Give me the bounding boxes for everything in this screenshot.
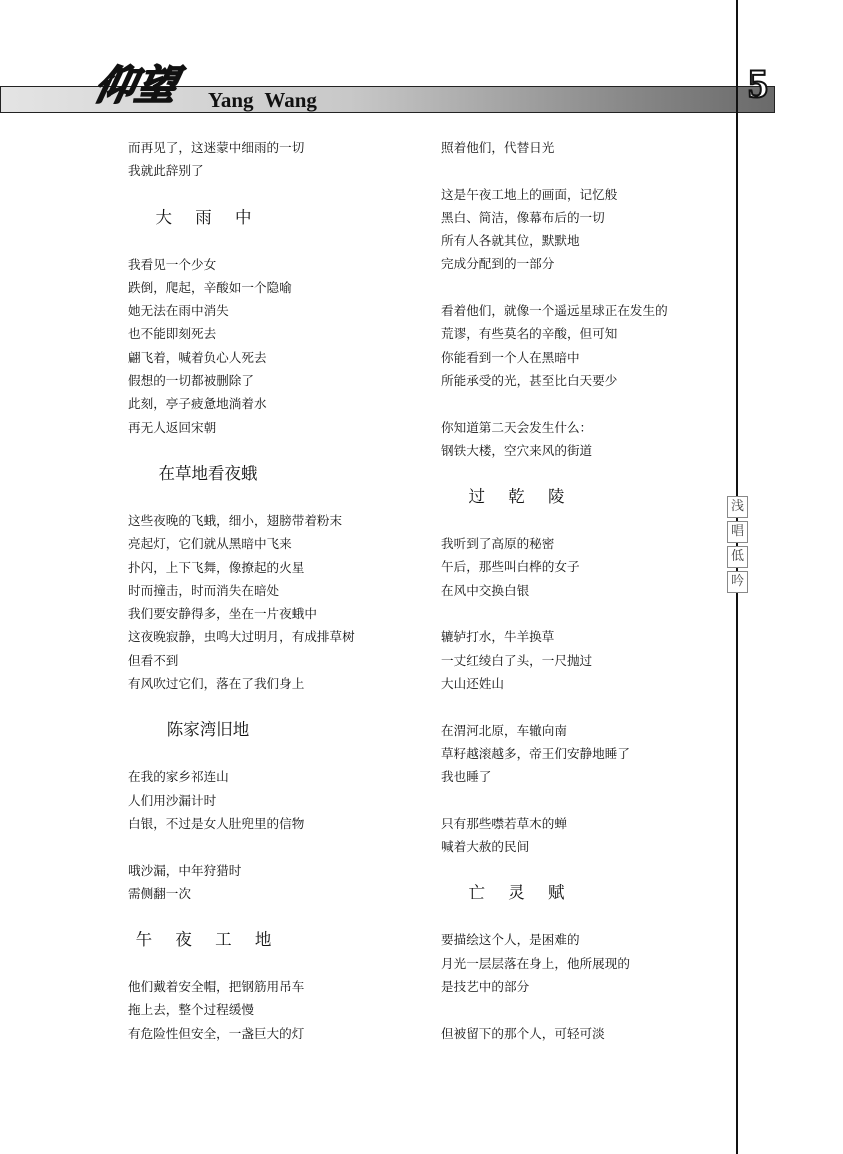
poem-line: 只有那些噤若草木的蝉 (441, 815, 567, 831)
poem-line: 草籽越滚越多，帝王们安静地睡了 (441, 745, 630, 761)
poem-line: 在我的家乡祁连山 (128, 769, 229, 785)
poem-line: 我们要安静得多，坐在一片夜蛾中 (128, 606, 317, 622)
poem-line: 这是午夜工地上的画面，记忆般 (441, 186, 618, 202)
poem-line: 她无法在雨中消失 (128, 303, 229, 319)
stanza-break (441, 392, 741, 415)
poem-line: 拖上去，整个过程缓慢 (128, 1002, 254, 1018)
poem-line: 月光一层层落在身上，他所展现的 (441, 955, 630, 971)
poem-line: 在风中交换白银 (441, 582, 530, 598)
poem-line: 要描绘这个人，是困难的 (441, 932, 580, 948)
poem-line: 他们戴着安全帽，把钢筋用吊车 (128, 979, 305, 995)
poem-line: 翩飞着，喊着负心人死去 (128, 349, 267, 365)
poem-title: 午 夜 工 地 (135, 930, 281, 950)
poem-line: 但被留下的那个人，可轻可淡 (441, 1025, 605, 1041)
stanza-break (128, 835, 428, 858)
poem-line: 我听到了高原的秘密 (441, 536, 555, 552)
poem-line: 但看不到 (128, 652, 179, 668)
stanza-break (441, 788, 741, 811)
poem-line: 喊着大赦的民间 (441, 839, 530, 855)
poem-line: 一丈红绫白了头，一尺抛过 (441, 652, 593, 668)
poem-title: 过 乾 陵 (468, 487, 574, 507)
poem-title: 在草地看夜蛾 (158, 463, 258, 483)
poem-line: 而再见了，这迷蒙中细雨的一切 (128, 140, 305, 155)
poem-line: 亮起灯，它们就从黑暗中飞来 (128, 536, 292, 552)
poem-title: 大 雨 中 (155, 207, 261, 227)
poem-line: 此刻，亭子疲惫地淌着水 (128, 396, 267, 412)
left-column (128, 136, 428, 1045)
poem-line: 所能承受的光，甚至比白天要少 (441, 372, 618, 388)
stanza-break (441, 998, 741, 1021)
stanza-break (441, 159, 741, 182)
section-tab-char: 浅 (727, 496, 748, 518)
poem-line: 完成分配到的一部分 (441, 256, 555, 272)
poem-line: 照着他们，代替日光 (441, 140, 555, 155)
poem-line: 这夜晚寂静，虫鸣大过明月，有成排草树 (128, 629, 355, 645)
poem-line: 需侧翻一次 (128, 885, 191, 901)
poem-line: 钢铁大楼，空穴来风的街道 (441, 442, 593, 458)
poem-line: 辘轳打水，牛羊换草 (441, 629, 555, 645)
poem-line: 这些夜晚的飞蛾，细小，翅膀带着粉末 (128, 512, 343, 528)
poem-line: 我也睡了 (441, 769, 492, 785)
page-number: 5 (748, 61, 768, 106)
poem-line: 有危险性但安全，一盏巨大的灯 (128, 1025, 305, 1041)
poem-line: 时而撞击，时而消失在暗处 (128, 582, 280, 598)
section-tab-char: 吟 (727, 571, 748, 593)
poem-line: 在渭河北原，车辙向南 (441, 722, 567, 738)
stanza-break (441, 602, 741, 625)
poem-line: 是技艺中的部分 (441, 978, 530, 994)
poem-line: 扑闪，上下飞舞，像撩起的火星 (128, 559, 305, 575)
poem-line: 看着他们，就像一个遥远星球正在发生的 (441, 303, 668, 319)
poem-line: 假想的一切都被删除了 (128, 373, 254, 389)
logo-chinese: 仰望 (90, 63, 183, 109)
poem-line: 再无人返回宋朝 (128, 419, 217, 435)
poem-line: 白银，不过是女人肚兜里的信物 (128, 815, 305, 831)
poem-line: 大山还姓山 (441, 675, 504, 691)
poem-line: 我就此辞别了 (128, 163, 204, 179)
poem-line: 人们用沙漏计时 (128, 792, 217, 808)
poem-line: 你知道第二天会发生什么： (441, 419, 593, 435)
poem-line: 哦沙漏，中年狩猎时 (128, 862, 242, 878)
stanza-break (441, 695, 741, 718)
section-tab-char: 唱 (727, 521, 748, 543)
poem-line: 我看见一个少女 (128, 256, 217, 272)
poem-line: 有风吹过它们，落在了我们身上 (128, 676, 305, 692)
poem-line: 黑白、简洁，像幕布后的一切 (441, 209, 605, 225)
right-column (441, 136, 741, 1045)
poem-line: 也不能即刻死去 (128, 326, 217, 342)
poem-line: 你能看到一个人在黑暗中 (441, 349, 580, 365)
poem-line: 荒谬，有些莫名的辛酸，但可知 (441, 326, 618, 342)
poem-line: 跌倒，爬起，辛酸如一个隐喻 (128, 279, 292, 295)
section-tab-char: 低 (727, 546, 748, 568)
logo-english: Yang Wang (208, 88, 317, 112)
poem-line: 午后，那些叫白桦的女子 (441, 559, 580, 575)
stanza-break (441, 276, 741, 299)
poem-line: 所有人各就其位，默默地 (441, 233, 580, 249)
poem-title: 陈家湾旧地 (166, 720, 250, 740)
poem-title: 亡 灵 赋 (468, 883, 574, 903)
